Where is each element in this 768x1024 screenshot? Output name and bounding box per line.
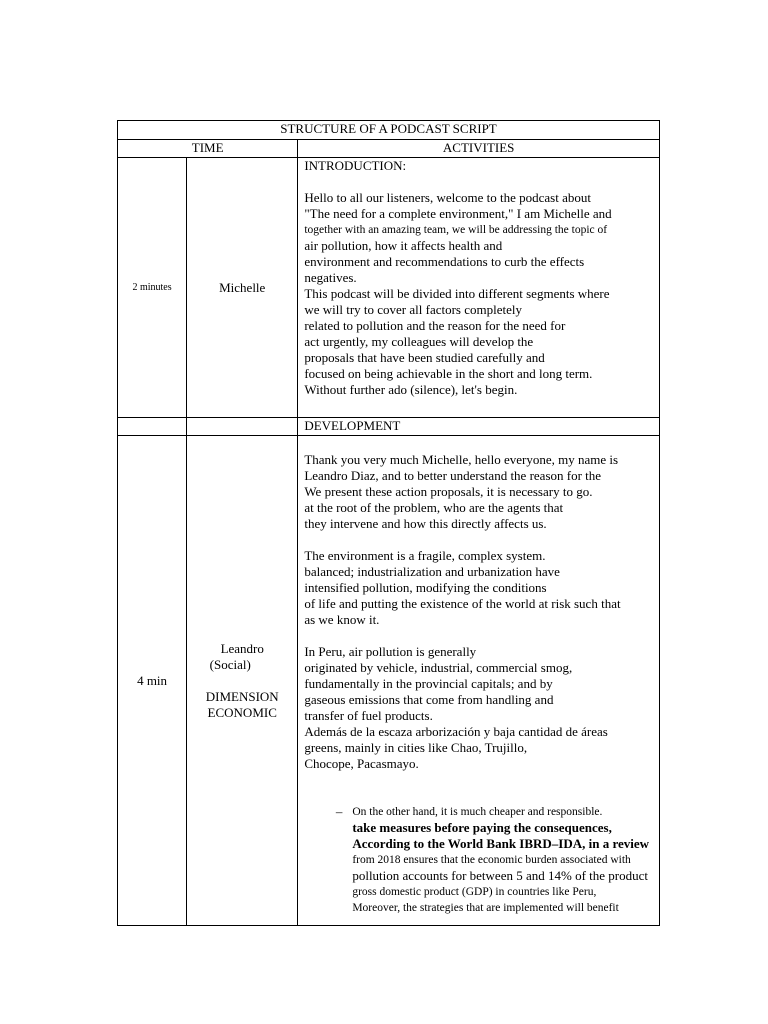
dev-line: Thank you very much Michelle, hello everyone, my name is [304, 452, 619, 467]
dev-line: fundamentally in the provincial capitals; and by [304, 676, 553, 691]
bullet-line: from 2018 ensures that the economic burden associated with [352, 854, 631, 866]
intro-time: 2 minutes [118, 158, 187, 418]
intro-heading: INTRODUCTION: [304, 158, 407, 173]
dev-speaker [187, 436, 298, 926]
dev-line: balanced; industrialization and urbanization have [304, 564, 560, 579]
bullet-line: Moreover, the strategies that are implemented will benefit [352, 902, 619, 914]
bullet-line: gross domestic product (GDP) in countries like Peru, [352, 886, 597, 898]
intro-speaker: Michelle [187, 158, 298, 418]
dimension-value: ECONOMIC [207, 704, 277, 720]
intro-line: environment and recommendations to curb the effects [304, 254, 585, 269]
bullet-line: On the other hand, it is much cheaper and responsible. [352, 806, 603, 818]
bullet-line: pollution accounts for between 5 and 14% of the product [352, 868, 648, 883]
dev-line: at the root of the problem, who are the agents that [304, 500, 564, 515]
table-title: STRUCTURE OF A PODCAST SCRIPT [118, 121, 660, 140]
podcast-script-table [117, 120, 660, 926]
dev-line: as we know it. [304, 612, 380, 627]
intro-line: we will try to cover all factors completely [304, 302, 523, 317]
dev-line: gaseous emissions that come from handling and [304, 692, 554, 707]
dev-line: Leandro Diaz, and to better understand the reason for the [304, 468, 602, 483]
dev-line: transfer of fuel products. [304, 708, 433, 723]
intro-line: Hello to all our listeners, welcome to the podcast about [304, 190, 591, 205]
bullet-dash: – [335, 804, 343, 819]
speaker-role: (Social) [209, 656, 251, 672]
dev-line: greens, mainly in cities like Chao, Trujillo, [304, 740, 528, 755]
development-row [118, 436, 660, 926]
time-header: TIME [118, 140, 298, 158]
bullet-line: take measures before paying the consequences, [352, 820, 612, 835]
bullet-item [304, 804, 654, 916]
development-heading-row [118, 418, 660, 436]
intro-line: related to pollution and the reason for the need for [304, 318, 566, 333]
intro-line: act urgently, my colleagues will develop the [304, 334, 534, 349]
activities-header: ACTIVITIES [298, 140, 660, 158]
dev-line: intensified pollution, modifying the conditions [304, 580, 547, 595]
bullet-line: According to the World Bank IBRD–IDA, in a review [352, 836, 650, 851]
intro-line: "The need for a complete environment," I am Michelle and [304, 206, 612, 221]
development-heading: DEVELOPMENT [298, 418, 660, 436]
intro-line: Without further ado (silence), let's begin. [304, 382, 518, 397]
dev-line: Además de la escaza arborización y baja cantidad de áreas [304, 724, 608, 739]
empty-cell [187, 418, 298, 436]
dev-line: We present these action proposals, it is necessary to go. [304, 484, 593, 499]
dev-line: they intervene and how this directly affects us. [304, 516, 547, 531]
intro-line: focused on being achievable in the short and long term. [304, 366, 593, 381]
intro-line: negatives. [304, 270, 357, 285]
dev-line: of life and putting the existence of the world at risk such that [304, 596, 621, 611]
introduction-row [118, 158, 660, 418]
speaker-name: Leandro [220, 640, 264, 656]
dev-line: In Peru, air pollution is generally [304, 644, 477, 659]
dev-line: originated by vehicle, industrial, commercial smog, [304, 660, 573, 675]
dev-line: Chocope, Pacasmayo. [304, 756, 419, 771]
dimension-label: DIMENSION [205, 688, 279, 704]
empty-cell [118, 418, 187, 436]
dev-line: The environment is a fragile, complex system. [304, 548, 546, 563]
intro-line: together with an amazing team, we will be addressing the topic of [304, 224, 608, 236]
intro-line: proposals that have been studied carefully and [304, 350, 545, 365]
intro-line: air pollution, how it affects health and [304, 238, 503, 253]
dev-time: 4 min [118, 436, 187, 926]
intro-activity [298, 158, 660, 418]
intro-line: This podcast will be divided into different segments where [304, 286, 610, 301]
dev-activity [298, 436, 660, 926]
